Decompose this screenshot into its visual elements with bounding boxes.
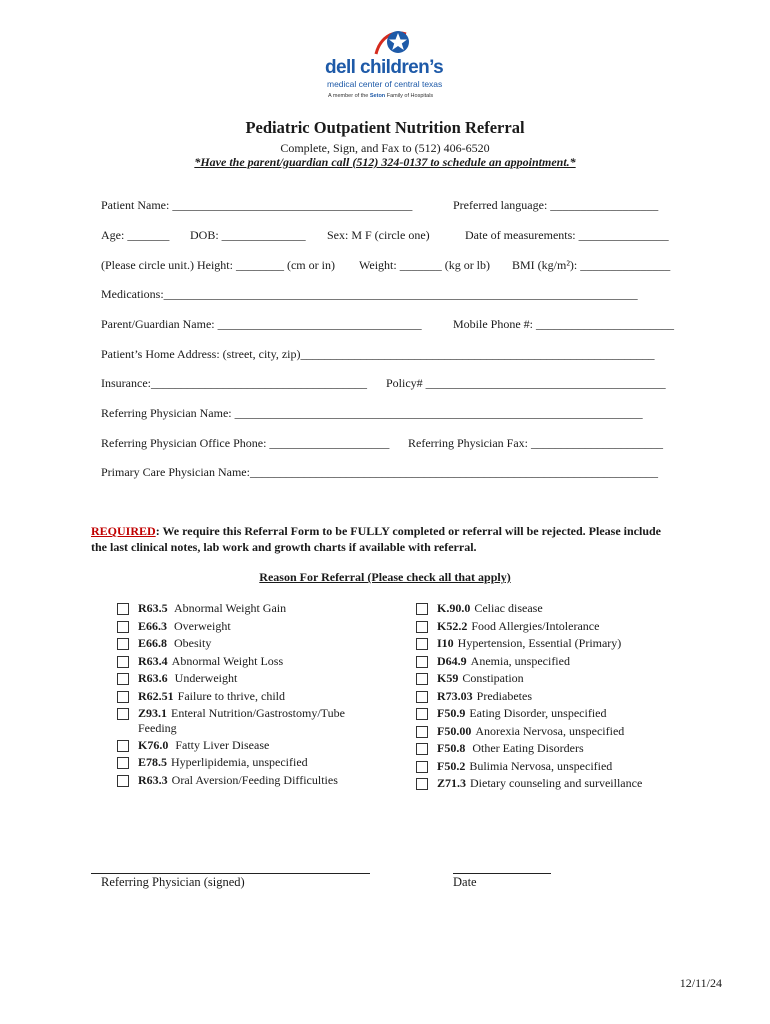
reason-code: Z93.1 xyxy=(138,706,168,720)
reason-checkbox-row[interactable] xyxy=(416,654,570,669)
checkbox[interactable] xyxy=(416,621,428,633)
referring-physician-phone-field[interactable]: Referring Physician Office Phone: ____________________ xyxy=(101,436,390,450)
required-text: : We require this Referral Form to be FULLY completed or referral will be rejected. Please include the last clinical notes, lab work and growth charts if available with referral. xyxy=(91,524,662,554)
reason-code: F50.8 xyxy=(437,741,466,755)
reason-code: F50.2 xyxy=(437,759,466,773)
reason-text xyxy=(138,636,211,651)
reason-checkbox-row[interactable] xyxy=(117,738,269,753)
preferred-language-field[interactable]: Preferred language: __________________ xyxy=(453,198,659,212)
reason-code: F50.00 xyxy=(437,724,472,738)
checkbox[interactable] xyxy=(416,708,428,720)
reason-text xyxy=(437,724,624,739)
weight-field[interactable]: Weight: _______ (kg or lb) xyxy=(359,258,491,272)
logo-member-brand: Seton xyxy=(369,93,386,99)
logo-member-line xyxy=(328,93,433,99)
reason-desc: Failure to thrive, child xyxy=(177,689,285,703)
sex-field[interactable]: Sex: M F (circle one) xyxy=(327,228,430,242)
date-of-measurements-field[interactable]: Date of measurements: _______________ xyxy=(465,228,669,242)
reason-checkbox-row[interactable] xyxy=(416,724,624,739)
bmi-field[interactable]: BMI (kg/m²): _______________ xyxy=(512,258,671,272)
reason-desc: Hypertension, Essential (Primary) xyxy=(457,636,622,650)
reason-desc: Celiac disease xyxy=(474,601,543,615)
reason-desc: Other Eating Disorders xyxy=(469,741,584,755)
patient-name-field[interactable]: Patient Name: ________________________________________ xyxy=(101,198,413,212)
reason-text xyxy=(138,773,338,788)
reason-checkbox-row[interactable] xyxy=(416,689,532,704)
reason-text xyxy=(437,776,642,791)
reason-desc: Abnormal Weight Loss xyxy=(171,654,284,668)
checkbox[interactable] xyxy=(117,740,129,752)
checkbox[interactable] xyxy=(117,638,129,650)
reason-text xyxy=(437,671,524,686)
reason-code: I10 xyxy=(437,636,454,650)
reason-desc: Bulimia Nervosa, unspecified xyxy=(469,759,613,773)
checkbox[interactable] xyxy=(416,656,428,668)
reason-desc: Obesity xyxy=(171,636,212,650)
checkbox[interactable] xyxy=(117,708,129,720)
reason-checkbox-row[interactable] xyxy=(117,773,338,788)
checkbox[interactable] xyxy=(117,656,129,668)
reason-desc: Fatty Liver Disease xyxy=(172,738,270,752)
form-title: Pediatric Outpatient Nutrition Referral xyxy=(245,118,525,137)
form-subtitle: Complete, Sign, and Fax to (512) 406-6520 xyxy=(280,141,490,155)
physician-signature-label: Referring Physician (signed) xyxy=(101,875,245,889)
reason-desc: Hyperlipidemia, unspecified xyxy=(171,755,308,769)
required-label: REQUIRED xyxy=(91,524,156,538)
star-swoosh-icon xyxy=(372,28,412,58)
checkbox[interactable] xyxy=(416,638,428,650)
reason-checkbox-row[interactable] xyxy=(416,636,621,651)
reason-for-referral-title: Reason For Referral (Please check all that apply) xyxy=(259,570,511,584)
logo-name: dell children’s xyxy=(325,57,444,78)
height-field[interactable]: (Please circle unit.) Height: ________ (cm or in) xyxy=(101,258,335,272)
revision-date: 12/11/24 xyxy=(679,976,722,990)
checkbox[interactable] xyxy=(416,603,428,615)
checkbox[interactable] xyxy=(117,621,129,633)
logo-subtitle: medical center of central texas xyxy=(327,79,443,89)
reason-desc: Oral Aversion/Feeding Difficulties xyxy=(171,773,338,787)
checkbox[interactable] xyxy=(117,603,129,615)
reason-text xyxy=(138,654,283,669)
reason-code: R63.3 xyxy=(138,773,168,787)
reason-code: K76.0 xyxy=(138,738,169,752)
reason-desc: Food Allergies/Intolerance xyxy=(471,619,600,633)
reason-desc: Underweight xyxy=(171,671,238,685)
referring-physician-fax-field[interactable]: Referring Physician Fax: ______________________ xyxy=(408,436,663,450)
checkbox[interactable] xyxy=(117,691,129,703)
reason-code: R73.03 xyxy=(437,689,473,703)
checkbox[interactable] xyxy=(416,726,428,738)
reason-desc: Anemia, unspecified xyxy=(470,654,570,668)
primary-care-physician-field[interactable]: Primary Care Physician Name:____________________________________________________________________ xyxy=(101,465,658,479)
age-field[interactable]: Age: _______ xyxy=(101,228,170,242)
reason-checkbox-row[interactable] xyxy=(117,654,283,669)
checkbox[interactable] xyxy=(416,778,428,790)
reason-code: E66.3 xyxy=(138,619,168,633)
reason-text xyxy=(138,671,237,686)
reason-checkbox-row[interactable] xyxy=(416,671,524,686)
reason-code: R63.5 xyxy=(138,601,168,615)
logo-member-tail: Family of Hospitals xyxy=(386,93,434,99)
reason-checkbox-row[interactable] xyxy=(117,619,231,634)
reason-code: D64.9 xyxy=(437,654,467,668)
reason-text xyxy=(437,706,607,721)
reason-text xyxy=(437,601,543,616)
reason-code: K59 xyxy=(437,671,459,685)
reason-checkbox-row[interactable] xyxy=(117,689,285,704)
reason-code: E78.5 xyxy=(138,755,168,769)
dob-field[interactable]: DOB: ______________ xyxy=(190,228,306,242)
reason-checkbox-row[interactable] xyxy=(416,759,612,774)
date-signature-label: Date xyxy=(453,875,477,889)
reason-desc: Abnormal Weight Gain xyxy=(171,601,287,615)
reason-checkbox-row[interactable] xyxy=(117,671,237,686)
referring-physician-name-field[interactable]: Referring Physician Name: ____________________________________________________________________ xyxy=(101,406,643,420)
reason-code: K52.2 xyxy=(437,619,468,633)
reason-text xyxy=(138,601,286,616)
policy-field[interactable]: Policy# ________________________________________ xyxy=(386,376,666,390)
reason-text xyxy=(138,619,231,634)
reason-code: K.90.0 xyxy=(437,601,471,615)
date-signature-line[interactable] xyxy=(453,873,551,874)
reason-text xyxy=(437,741,584,756)
reason-text xyxy=(437,636,621,651)
reason-checkbox-row[interactable] xyxy=(117,755,308,770)
checkbox[interactable] xyxy=(117,775,129,787)
reason-checkbox-row[interactable] xyxy=(416,741,584,756)
reason-code: F50.9 xyxy=(437,706,466,720)
logo-member-text: A member of the xyxy=(328,93,369,99)
checkbox[interactable] xyxy=(117,673,129,685)
reason-code: R63.6 xyxy=(138,671,168,685)
reason-desc: Anorexia Nervosa, unspecified xyxy=(475,724,625,738)
reason-checkbox-row[interactable] xyxy=(416,601,543,616)
reason-desc: Constipation xyxy=(462,671,524,685)
medications-field[interactable]: Medications:_______________________________________________________________________________ xyxy=(101,287,638,301)
reason-checkbox-row[interactable] xyxy=(416,706,607,721)
dell-childrens-logo xyxy=(322,28,452,106)
reason-desc: Eating Disorder, unspecified xyxy=(469,706,607,720)
reason-checkbox-row[interactable] xyxy=(416,619,599,634)
checkbox[interactable] xyxy=(416,761,428,773)
reason-text xyxy=(138,689,285,704)
appointment-note: *Have the parent/guardian call (512) 324-0137 to schedule an appointment.* xyxy=(194,155,576,169)
reason-code: R63.4 xyxy=(138,654,168,668)
checkbox[interactable] xyxy=(117,757,129,769)
reason-code: Z71.3 xyxy=(437,776,467,790)
required-notice xyxy=(91,524,671,555)
reason-checkbox-row[interactable] xyxy=(117,636,211,651)
checkbox[interactable] xyxy=(416,673,428,685)
physician-signature-line[interactable] xyxy=(91,873,370,874)
reason-desc: Overweight xyxy=(171,619,231,633)
reason-checkbox-row[interactable] xyxy=(117,706,367,736)
checkbox[interactable] xyxy=(416,743,428,755)
reason-text xyxy=(138,755,308,770)
reason-text xyxy=(437,619,599,634)
reason-desc: Enteral Nutrition/Gastrostomy/Tube Feeding xyxy=(138,706,345,735)
reason-text xyxy=(138,738,269,753)
insurance-field[interactable]: Insurance:____________________________________ xyxy=(101,376,367,390)
checkbox[interactable] xyxy=(416,691,428,703)
reason-text xyxy=(437,654,570,669)
reason-checkbox-row[interactable] xyxy=(416,776,642,791)
reason-text xyxy=(437,689,532,704)
reason-checkbox-row[interactable] xyxy=(117,601,286,616)
reason-code: E66.8 xyxy=(138,636,168,650)
mobile-phone-field[interactable]: Mobile Phone #: _______________________ xyxy=(453,317,674,331)
parent-guardian-name-field[interactable]: Parent/Guardian Name: __________________________________ xyxy=(101,317,422,331)
reason-code: R62.51 xyxy=(138,689,174,703)
reason-desc: Prediabetes xyxy=(476,689,532,703)
reason-text xyxy=(138,706,367,736)
reason-desc: Dietary counseling and surveillance xyxy=(470,776,643,790)
home-address-field[interactable]: Patient’s Home Address: (street, city, zip)___________________________________________________________ xyxy=(101,347,655,361)
reason-text xyxy=(437,759,612,774)
